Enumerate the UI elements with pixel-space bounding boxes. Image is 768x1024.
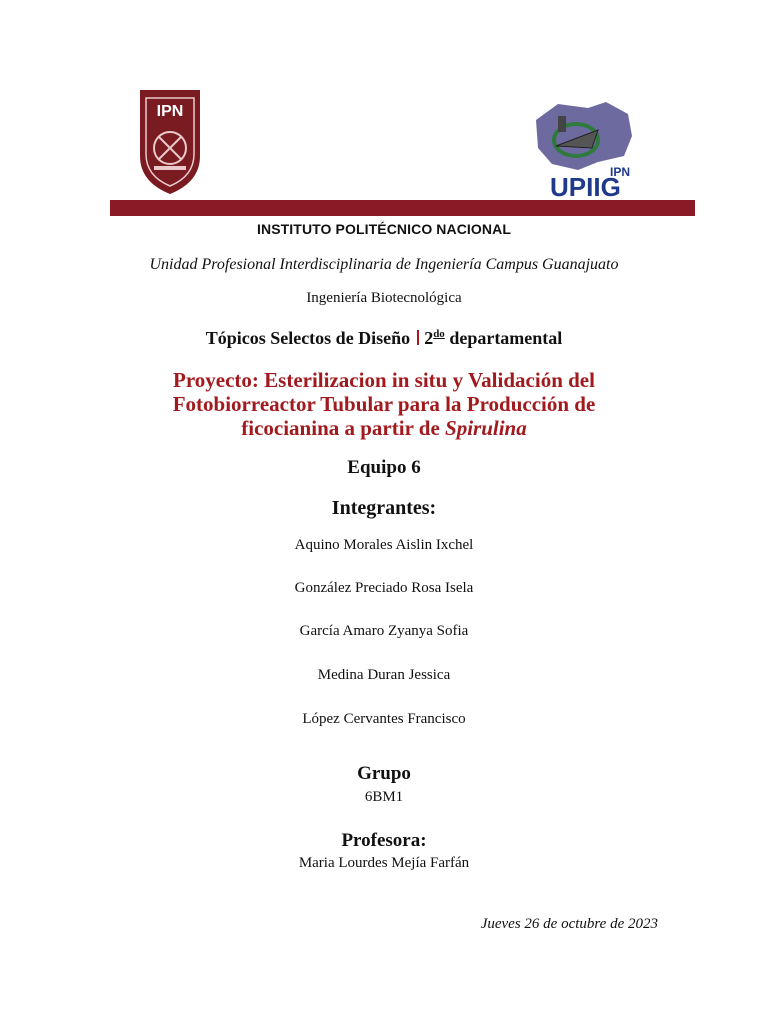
- institute-name: INSTITUTO POLITÉCNICO NACIONAL: [257, 221, 511, 237]
- course-separator: [417, 330, 419, 345]
- unit-name: Unidad Profesional Interdisciplinaria de Ingeniería Campus Guanajuato: [149, 256, 619, 273]
- project-title-organism: Spirulina: [445, 416, 527, 440]
- member-name: López Cervantes Francisco: [302, 711, 466, 727]
- exam-suffix: do: [433, 328, 445, 340]
- document-date: Jueves 26 de octubre de 2023: [480, 916, 658, 932]
- project-title-line: [0, 416, 768, 440]
- member-name: González Preciado Rosa Isela: [294, 580, 474, 596]
- group-value: 6BM1: [364, 789, 404, 805]
- exam-number: 2: [424, 328, 434, 348]
- project-title-prefix: ficocianina a partir de: [241, 416, 446, 440]
- professor-heading: Profesora:: [341, 830, 427, 851]
- upiig-ipn-text: IPN: [610, 165, 631, 179]
- career-name: Ingeniería Biotecnológica: [306, 290, 462, 306]
- members-heading: Integrantes:: [331, 497, 437, 519]
- team-label: Equipo 6: [347, 457, 421, 478]
- group-heading: Grupo: [357, 763, 411, 784]
- exam-word: departamental: [449, 328, 563, 348]
- course-name: Tópicos Selectos de Diseño: [205, 328, 411, 348]
- ipn-logo-text: IPN: [156, 103, 184, 120]
- ipn-logo: [134, 86, 206, 196]
- project-title: [0, 368, 768, 440]
- course-line: [0, 328, 768, 349]
- upiig-logo: [528, 100, 638, 200]
- project-title-line: Proyecto: Esterilizacion in situ y Validación del: [173, 368, 595, 392]
- header-red-bar: [110, 200, 695, 216]
- project-title-line: Fotobiorreactor Tubular para la Producción de: [172, 392, 596, 416]
- member-name: Aquino Morales Aislin Ixchel: [294, 537, 474, 553]
- member-name: García Amaro Zyanya Sofia: [299, 623, 469, 639]
- professor-name: Maria Lourdes Mejía Farfán: [298, 855, 470, 871]
- member-name: Medina Duran Jessica: [317, 667, 451, 683]
- upiig-logo-text: UPIIG: [550, 172, 621, 200]
